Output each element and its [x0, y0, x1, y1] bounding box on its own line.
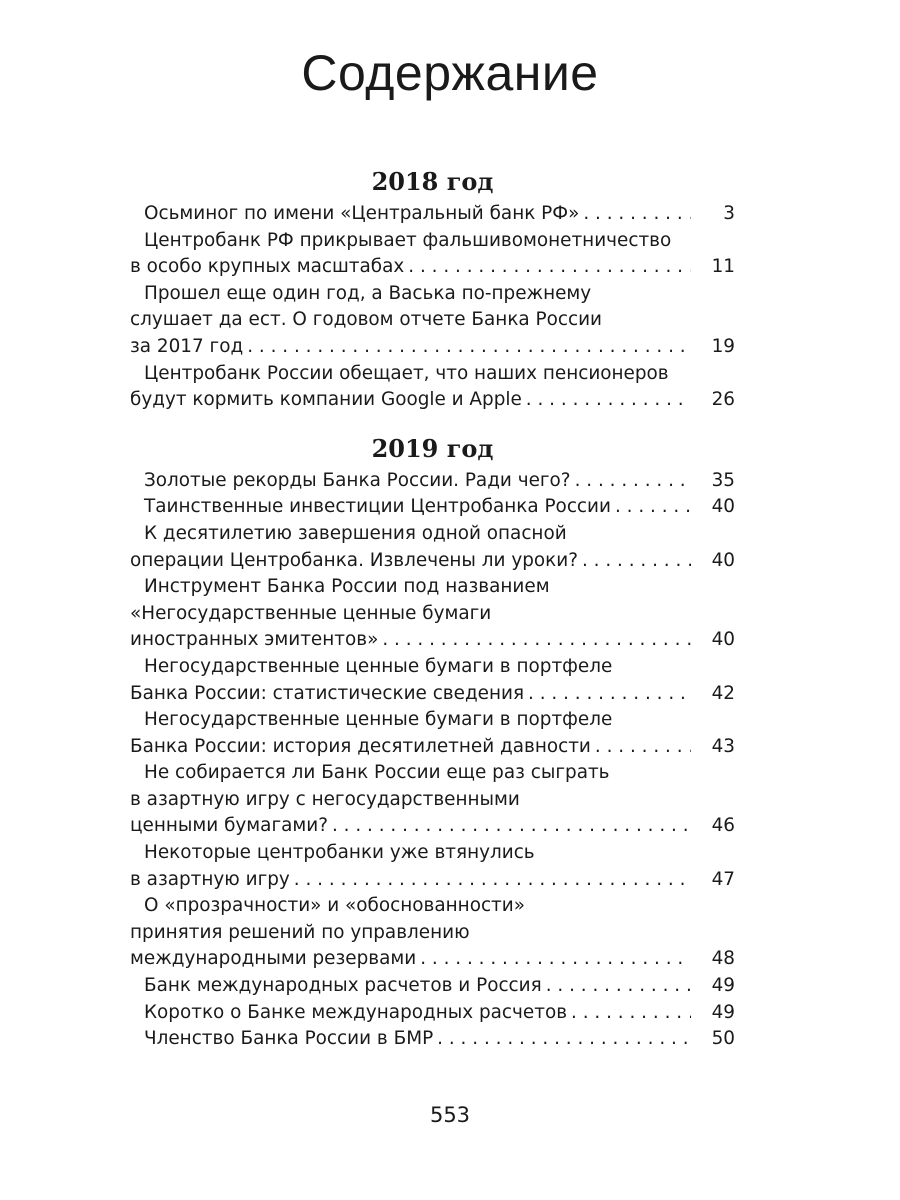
toc-page-number: 48: [711, 948, 735, 970]
toc-page-number: 19: [711, 335, 735, 357]
dot-leader: [526, 387, 691, 414]
toc-entry-line: [130, 627, 695, 654]
toc-entry-text: в азартную игру: [130, 868, 290, 890]
dot-leader: [571, 1000, 691, 1027]
toc-page-number: 35: [711, 469, 735, 491]
toc-entry-line: [130, 254, 695, 281]
section-heading: 2019 год: [371, 433, 494, 463]
toc-entry-line: Негосударственные ценные бумаги в портфеле: [144, 709, 613, 731]
toc-entry-text: международными резервами: [130, 948, 417, 970]
toc-entry-line: «Негосударственные ценные бумаги: [130, 602, 492, 624]
toc-entry-line: [130, 334, 695, 361]
toc-entry-line: [130, 1026, 695, 1053]
toc-entry-line: [130, 946, 695, 973]
toc-entry-line: слушает да ест. О годовом отчете Банка России: [130, 309, 603, 331]
toc-entry-text: за 2017 год: [130, 335, 244, 357]
dot-leader: [615, 494, 691, 521]
dot-leader: [575, 468, 691, 495]
toc-page-number: 40: [711, 629, 735, 651]
toc-page-number: 50: [711, 1028, 735, 1050]
toc-page-number: 40: [711, 549, 735, 571]
toc-entry-line: [130, 548, 695, 575]
toc-entry[interactable]: [130, 494, 735, 521]
toc-entry-line: Центробанк России обещает, что наших пенсионеров: [144, 362, 669, 384]
toc-entry-line: Прошел еще один год, а Васька по-прежнему: [144, 282, 592, 304]
table-of-contents: [130, 165, 735, 1071]
toc-entry-line: [130, 681, 695, 708]
toc-entry-text: Банк международных расчетов и Россия: [144, 975, 542, 997]
toc-entry-text: Коротко о Банке международных расчетов: [144, 1001, 568, 1023]
toc-entry-text: Банка России: статистические сведения: [130, 682, 525, 704]
toc-entry-line: [130, 973, 695, 1000]
dot-leader: [582, 548, 691, 575]
toc-entry-line: Негосударственные ценные бумаги в портфеле: [144, 655, 613, 677]
toc-entry[interactable]: [130, 201, 735, 228]
toc-entry[interactable]: [130, 760, 735, 840]
toc-entry-text: Таинственные инвестиции Центробанка России: [144, 496, 611, 518]
toc-entry-text: операции Центробанка. Извлечены ли уроки?: [130, 549, 578, 571]
toc-entry-line: принятия решений по управлению: [130, 921, 470, 943]
toc-entry-line: [130, 201, 695, 228]
toc-page-number: 47: [711, 868, 735, 890]
toc-entry-line: Не собирается ли Банк России еще раз сыграть: [144, 762, 610, 784]
toc-entry[interactable]: [130, 707, 735, 760]
toc-page-number: 26: [711, 389, 735, 411]
toc-entry[interactable]: [130, 361, 735, 414]
toc-entry[interactable]: [130, 893, 735, 973]
toc-entry-line: Инструмент Банка России под названием: [144, 576, 550, 598]
toc-page-number: 49: [711, 1001, 735, 1023]
toc-entry[interactable]: [130, 1026, 735, 1053]
dot-leader: [408, 254, 691, 281]
toc-entry[interactable]: [130, 1000, 735, 1027]
page-number: 553: [429, 1103, 471, 1127]
toc-entry-text: иностранных эмитентов»: [130, 629, 379, 651]
toc-entry-line: [130, 813, 695, 840]
toc-entry-text: в особо крупных масштабах: [130, 256, 405, 278]
page-title: Содержание: [301, 45, 599, 101]
toc-entry-text: Членство Банка России в БМР: [144, 1028, 434, 1050]
toc-page-number: 3: [723, 203, 735, 224]
dot-leader: [437, 1026, 691, 1053]
dot-leader: [332, 813, 691, 840]
toc-entry[interactable]: [130, 228, 735, 281]
toc-entry-line: [130, 1000, 695, 1027]
toc-page-number: 49: [711, 975, 735, 997]
toc-entry[interactable]: [130, 654, 735, 707]
toc-entry[interactable]: [130, 840, 735, 893]
toc-page-number: 11: [711, 256, 735, 278]
toc-entry-line: [130, 494, 695, 521]
toc-entry-line: Некоторые центробанки уже втянулись: [144, 842, 535, 864]
dot-leader: [595, 734, 691, 761]
toc-entry-line: [130, 387, 695, 414]
toc-entry[interactable]: [130, 574, 735, 654]
toc-entry-text: Золотые рекорды Банка России. Ради чего?: [144, 469, 571, 491]
toc-section: [130, 432, 735, 1053]
toc-entry-text: ценными бумагами?: [130, 815, 328, 837]
dot-leader: [382, 627, 691, 654]
dot-leader: [528, 681, 691, 708]
dot-leader: [294, 867, 691, 894]
toc-entry[interactable]: [130, 973, 735, 1000]
toc-entry[interactable]: [130, 281, 735, 361]
toc-entry-line: [130, 867, 695, 894]
dot-leader: [420, 946, 691, 973]
section-heading: 2018 год: [371, 167, 494, 196]
toc-section: [130, 165, 735, 414]
toc-entry-line: К десятилетию завершения одной опасной: [144, 522, 567, 544]
toc-page-number: 40: [711, 496, 735, 518]
dot-leader: [247, 334, 691, 361]
toc-entry-line: Центробанк РФ прикрывает фальшивомонетничество: [144, 229, 672, 251]
dot-leader: [583, 201, 691, 228]
toc-entry-line: [130, 468, 695, 495]
toc-entry-line: О «прозрачности» и «обоснованности»: [144, 895, 525, 917]
dot-leader: [546, 973, 691, 1000]
toc-page-number: 42: [711, 682, 735, 704]
toc-entry[interactable]: [130, 468, 735, 495]
toc-entry-text: будут кормить компании Google и Apple: [130, 389, 522, 411]
toc-page-number: 43: [711, 735, 735, 757]
toc-entry-text: Осьминог по имени «Центральный банк РФ»: [144, 203, 580, 224]
toc-entry-text: Банка России: история десятилетней давности: [130, 735, 591, 757]
toc-page-number: 46: [711, 815, 735, 837]
toc-entry-line: в азартную игру с негосударственными: [130, 788, 520, 810]
toc-entry-line: [130, 734, 695, 761]
toc-entry[interactable]: [130, 521, 735, 574]
